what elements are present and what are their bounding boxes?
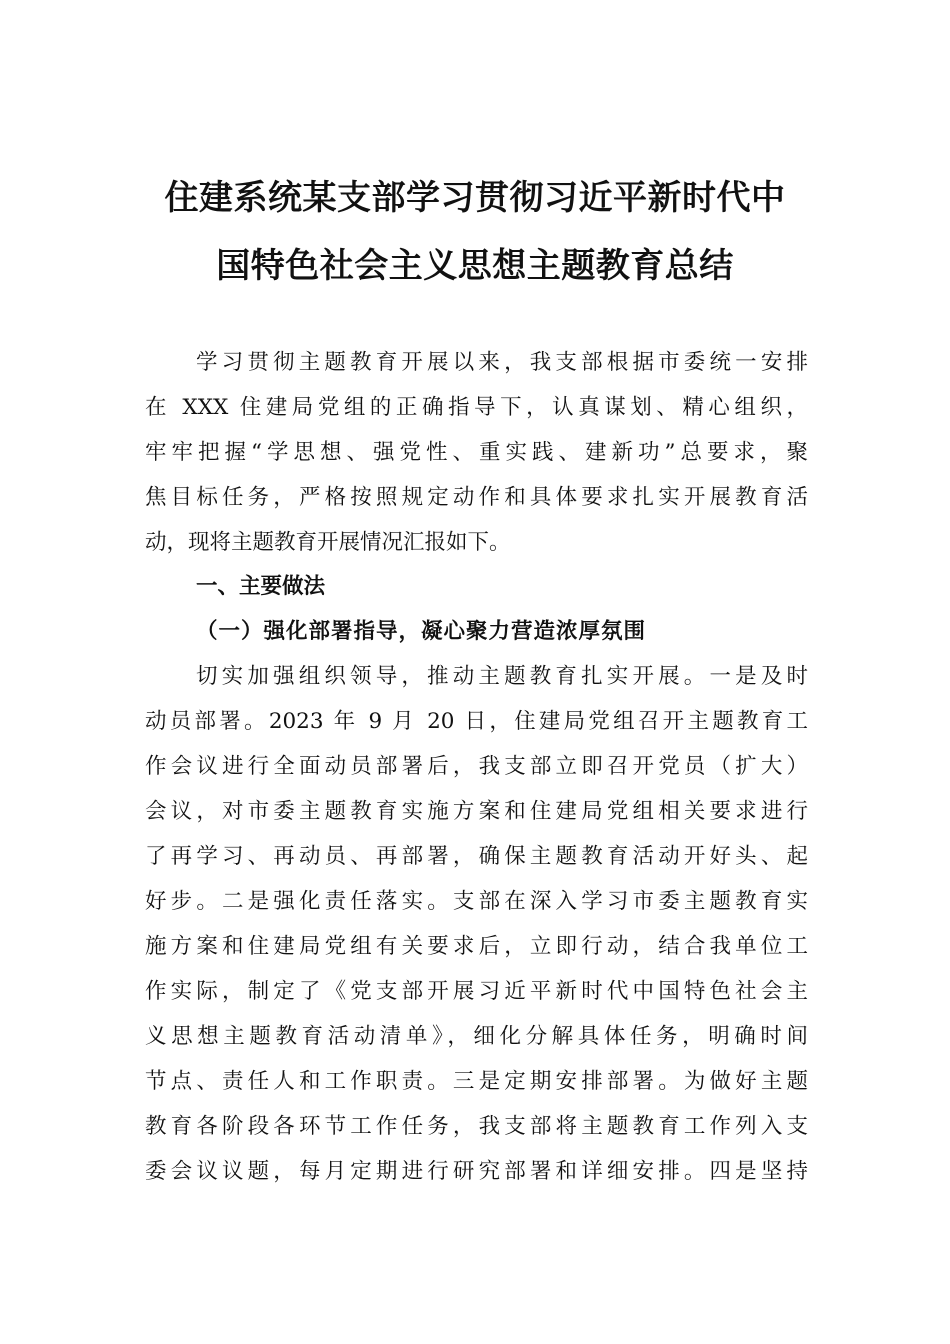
intro-paragraph-line: 在 XXX 住建局党组的正确指导下，认真谋划、精心组织， [145,395,808,420]
body-paragraph-line: 施方案和住建局党组有关要求后，立即行动，结合我单位工 [145,934,808,959]
body-paragraph-line: 了再学习、再动员、再部署，确保主题教育活动开好头、起 [145,844,808,869]
body-paragraph-line: 节点、责任人和工作职责。三是定期安排部署。为做好主题 [145,1069,808,1094]
subsection-heading: （一）强化部署指导，凝心聚力营造浓厚氛围 [196,619,647,644]
intro-paragraph-line: 焦目标任务，严格按照规定动作和具体要求扎实开展教育活 [145,485,808,510]
document-title-line-2: 国特色社会主义思想主题教育总结 [216,246,734,286]
body-paragraph-line: 教育各阶段各环节工作任务，我支部将主题教育工作列入支 [145,1114,808,1139]
body-paragraph-line: 好步。二是强化责任落实。支部在深入学习市委主题教育实 [145,889,808,914]
body-paragraph-line: 义思想主题教育活动清单》，细化分解具体任务，明确时间 [145,1024,808,1049]
body-paragraph-line: 委会议议题，每月定期进行研究部署和详细安排。四是坚持 [145,1159,808,1184]
section-heading: 一、主要做法 [196,574,326,599]
body-paragraph-line: 作会议进行全面动员部署后，我支部立即召开党员（扩大） [145,754,808,779]
document-title-line-1: 住建系统某支部学习贯彻习近平新时代中 [164,178,786,218]
body-paragraph-line: 会议，对市委主题教育实施方案和住建局党组相关要求进行 [145,799,808,824]
body-paragraph-line: 作实际，制定了《党支部开展习近平新时代中国特色社会主 [145,979,808,1004]
intro-paragraph-line: 牢牢把握“学思想、强党性、重实践、建新功”总要求，聚 [145,440,808,465]
body-paragraph-line: 动员部署。2023 年 9 月 20 日，住建局党组召开主题教育工 [145,709,808,734]
intro-paragraph-line: 动，现将主题教育开展情况汇报如下。 [145,530,511,555]
intro-paragraph-line: 学习贯彻主题教育开展以来，我支部根据市委统一安排 [196,350,808,375]
body-paragraph-line: 切实加强组织领导，推动主题教育扎实开展。一是及时 [196,664,808,689]
